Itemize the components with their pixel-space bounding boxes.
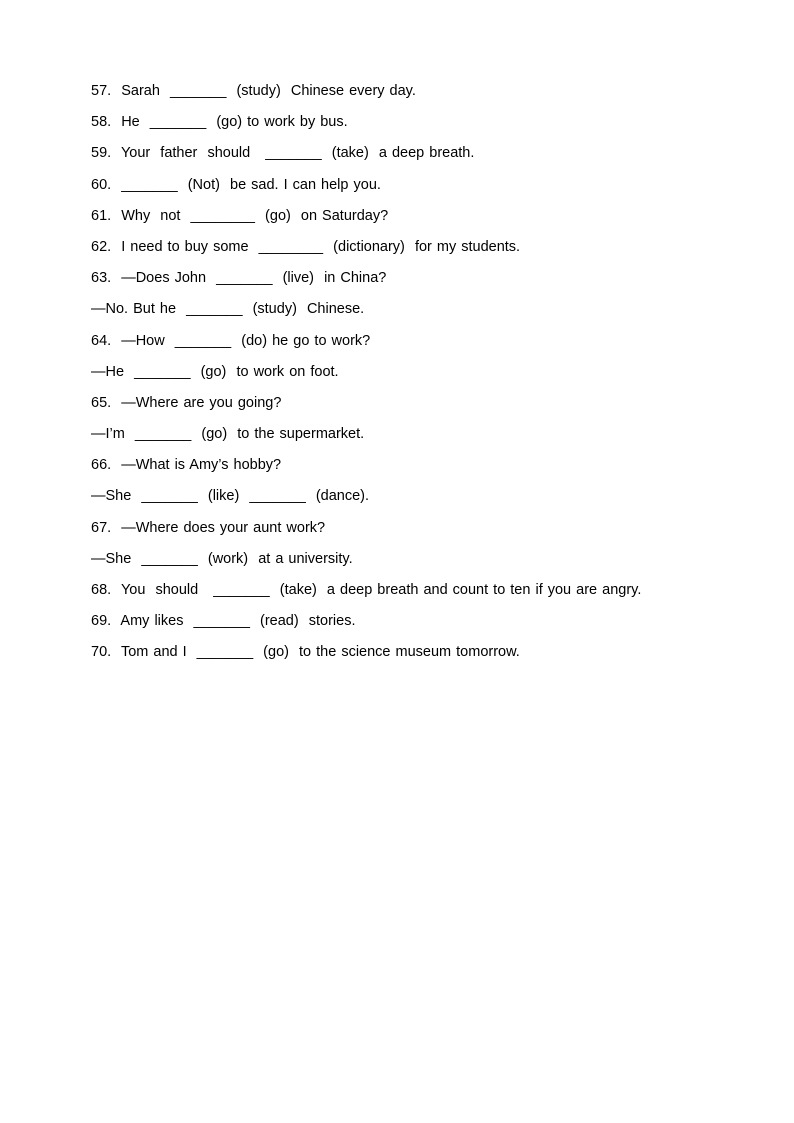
exercise-65-answer: —I’m _______ (go) to the supermarket. xyxy=(91,426,365,443)
exercise-67-question: 67. —Where does your aunt work? xyxy=(91,519,326,536)
exercise-57: 57. Sarah _______ (study) Chinese every day. xyxy=(91,83,416,99)
exercise-64-answer: —He _______ (go) to work on foot. xyxy=(91,363,339,380)
exercise-63-question: 63. —Does John _______ (live) in China? xyxy=(91,270,387,287)
exercise-69: 69. Amy likes _______ (read) stories. xyxy=(91,613,356,630)
exercise-63-answer: —No. But he _______ (study) Chinese. xyxy=(91,301,365,318)
exercise-60: 60. _______ (Not) be sad. I can help you. xyxy=(91,176,381,193)
exercise-59: 59. Your father should _______ (take) a deep breath. xyxy=(91,145,475,162)
exercise-58: 58. He _______ (go) to work by bus. xyxy=(91,114,348,131)
exercise-62: 62. I need to buy some ________ (dictionary) for my students. xyxy=(91,238,521,255)
exercise-64-question: 64. —How _______ (do) he go to work? xyxy=(91,332,371,349)
exercise-68: 68. You should _______ (take) a deep breath and count to ten if you are angry. xyxy=(91,582,642,598)
exercise-70: 70. Tom and I _______ (go) to the science museum tomorrow. xyxy=(91,644,520,661)
exercise-list xyxy=(91,80,711,673)
exercise-67-answer: —She _______ (work) at a university. xyxy=(91,550,353,567)
exercise-66-answer: —She _______ (like) _______ (dance). xyxy=(91,488,370,505)
exercise-61: 61. Why not ________ (go) on Saturday? xyxy=(91,207,389,224)
exercise-65-question: 65. —Where are you going? xyxy=(91,394,282,411)
exercise-66-question: 66. —What is Amy’s hobby? xyxy=(91,457,282,474)
